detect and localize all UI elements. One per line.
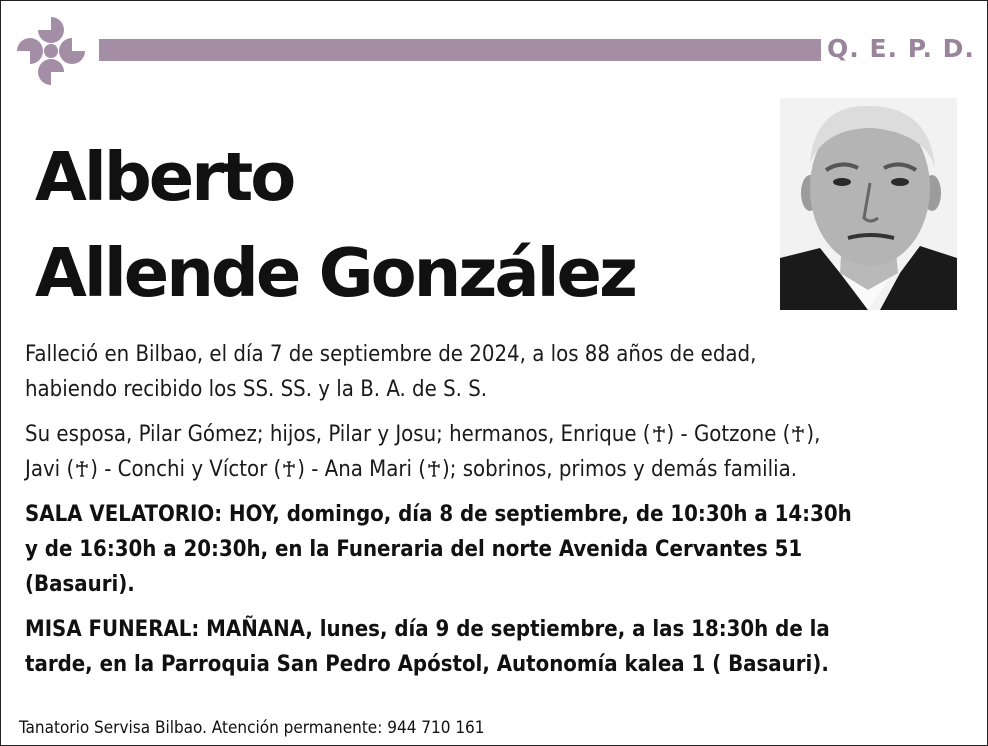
cross-icon xyxy=(74,461,90,477)
first-name: Alberto xyxy=(35,138,294,216)
wake-paragraph xyxy=(25,497,965,602)
death-line-1: Falleció en Bilbao, el día 7 de septiembre de 2024, a los 88 años de edad, xyxy=(25,342,757,367)
cross-icon xyxy=(281,461,297,477)
cross-icon xyxy=(426,461,442,477)
family-paragraph xyxy=(25,417,965,487)
family-text: ), xyxy=(806,422,821,447)
family-text: Javi ( xyxy=(25,457,75,482)
funeral-home-footer: Tanatorio Servisa Bilbao. Atención permanente: 944 710 161 xyxy=(19,718,485,738)
wake-line-1: SALA VELATORIO: HOY, domingo, día 8 de septiembre, de 10:30h a 14:30h xyxy=(25,502,852,527)
qepd-label: Q. E. P. D. xyxy=(827,34,975,63)
wake-line-3: (Basauri). xyxy=(25,572,135,597)
death-paragraph xyxy=(25,337,965,407)
cross-icon xyxy=(790,426,806,442)
mass-line-2: tarde, en la Parroquia San Pedro Apóstol, Autonomía kalea 1 ( Basauri). xyxy=(25,652,829,677)
header-bar xyxy=(99,39,821,61)
death-line-2: habiendo recibido los SS. SS. y la B. A. de S. S. xyxy=(25,377,488,402)
wake-line-2: y de 16:30h a 20:30h, en la Funeraria del norte Avenida Cervantes 51 xyxy=(25,537,803,562)
announcement-text xyxy=(25,337,965,692)
family-text: Su esposa, Pilar Gómez; hijos, Pilar y Josu; hermanos, Enrique ( xyxy=(25,422,651,447)
surnames: Allende González xyxy=(35,234,635,312)
lauburu-icon xyxy=(7,7,95,95)
mass-line-1: MISA FUNERAL: MAÑANA, lunes, día 9 de septiembre, a las 18:30h de la xyxy=(25,617,830,642)
portrait-image xyxy=(780,98,957,310)
family-text: ) - Gotzone ( xyxy=(666,422,791,447)
family-text: ) - Conchi y Víctor ( xyxy=(90,457,282,482)
portrait-photo xyxy=(780,98,957,310)
family-text: ) - Ana Mari ( xyxy=(297,457,427,482)
deceased-name xyxy=(35,129,635,321)
family-text: ); sobrinos, primos y demás familia. xyxy=(442,457,798,482)
mass-paragraph xyxy=(25,612,965,682)
cross-icon xyxy=(651,426,667,442)
